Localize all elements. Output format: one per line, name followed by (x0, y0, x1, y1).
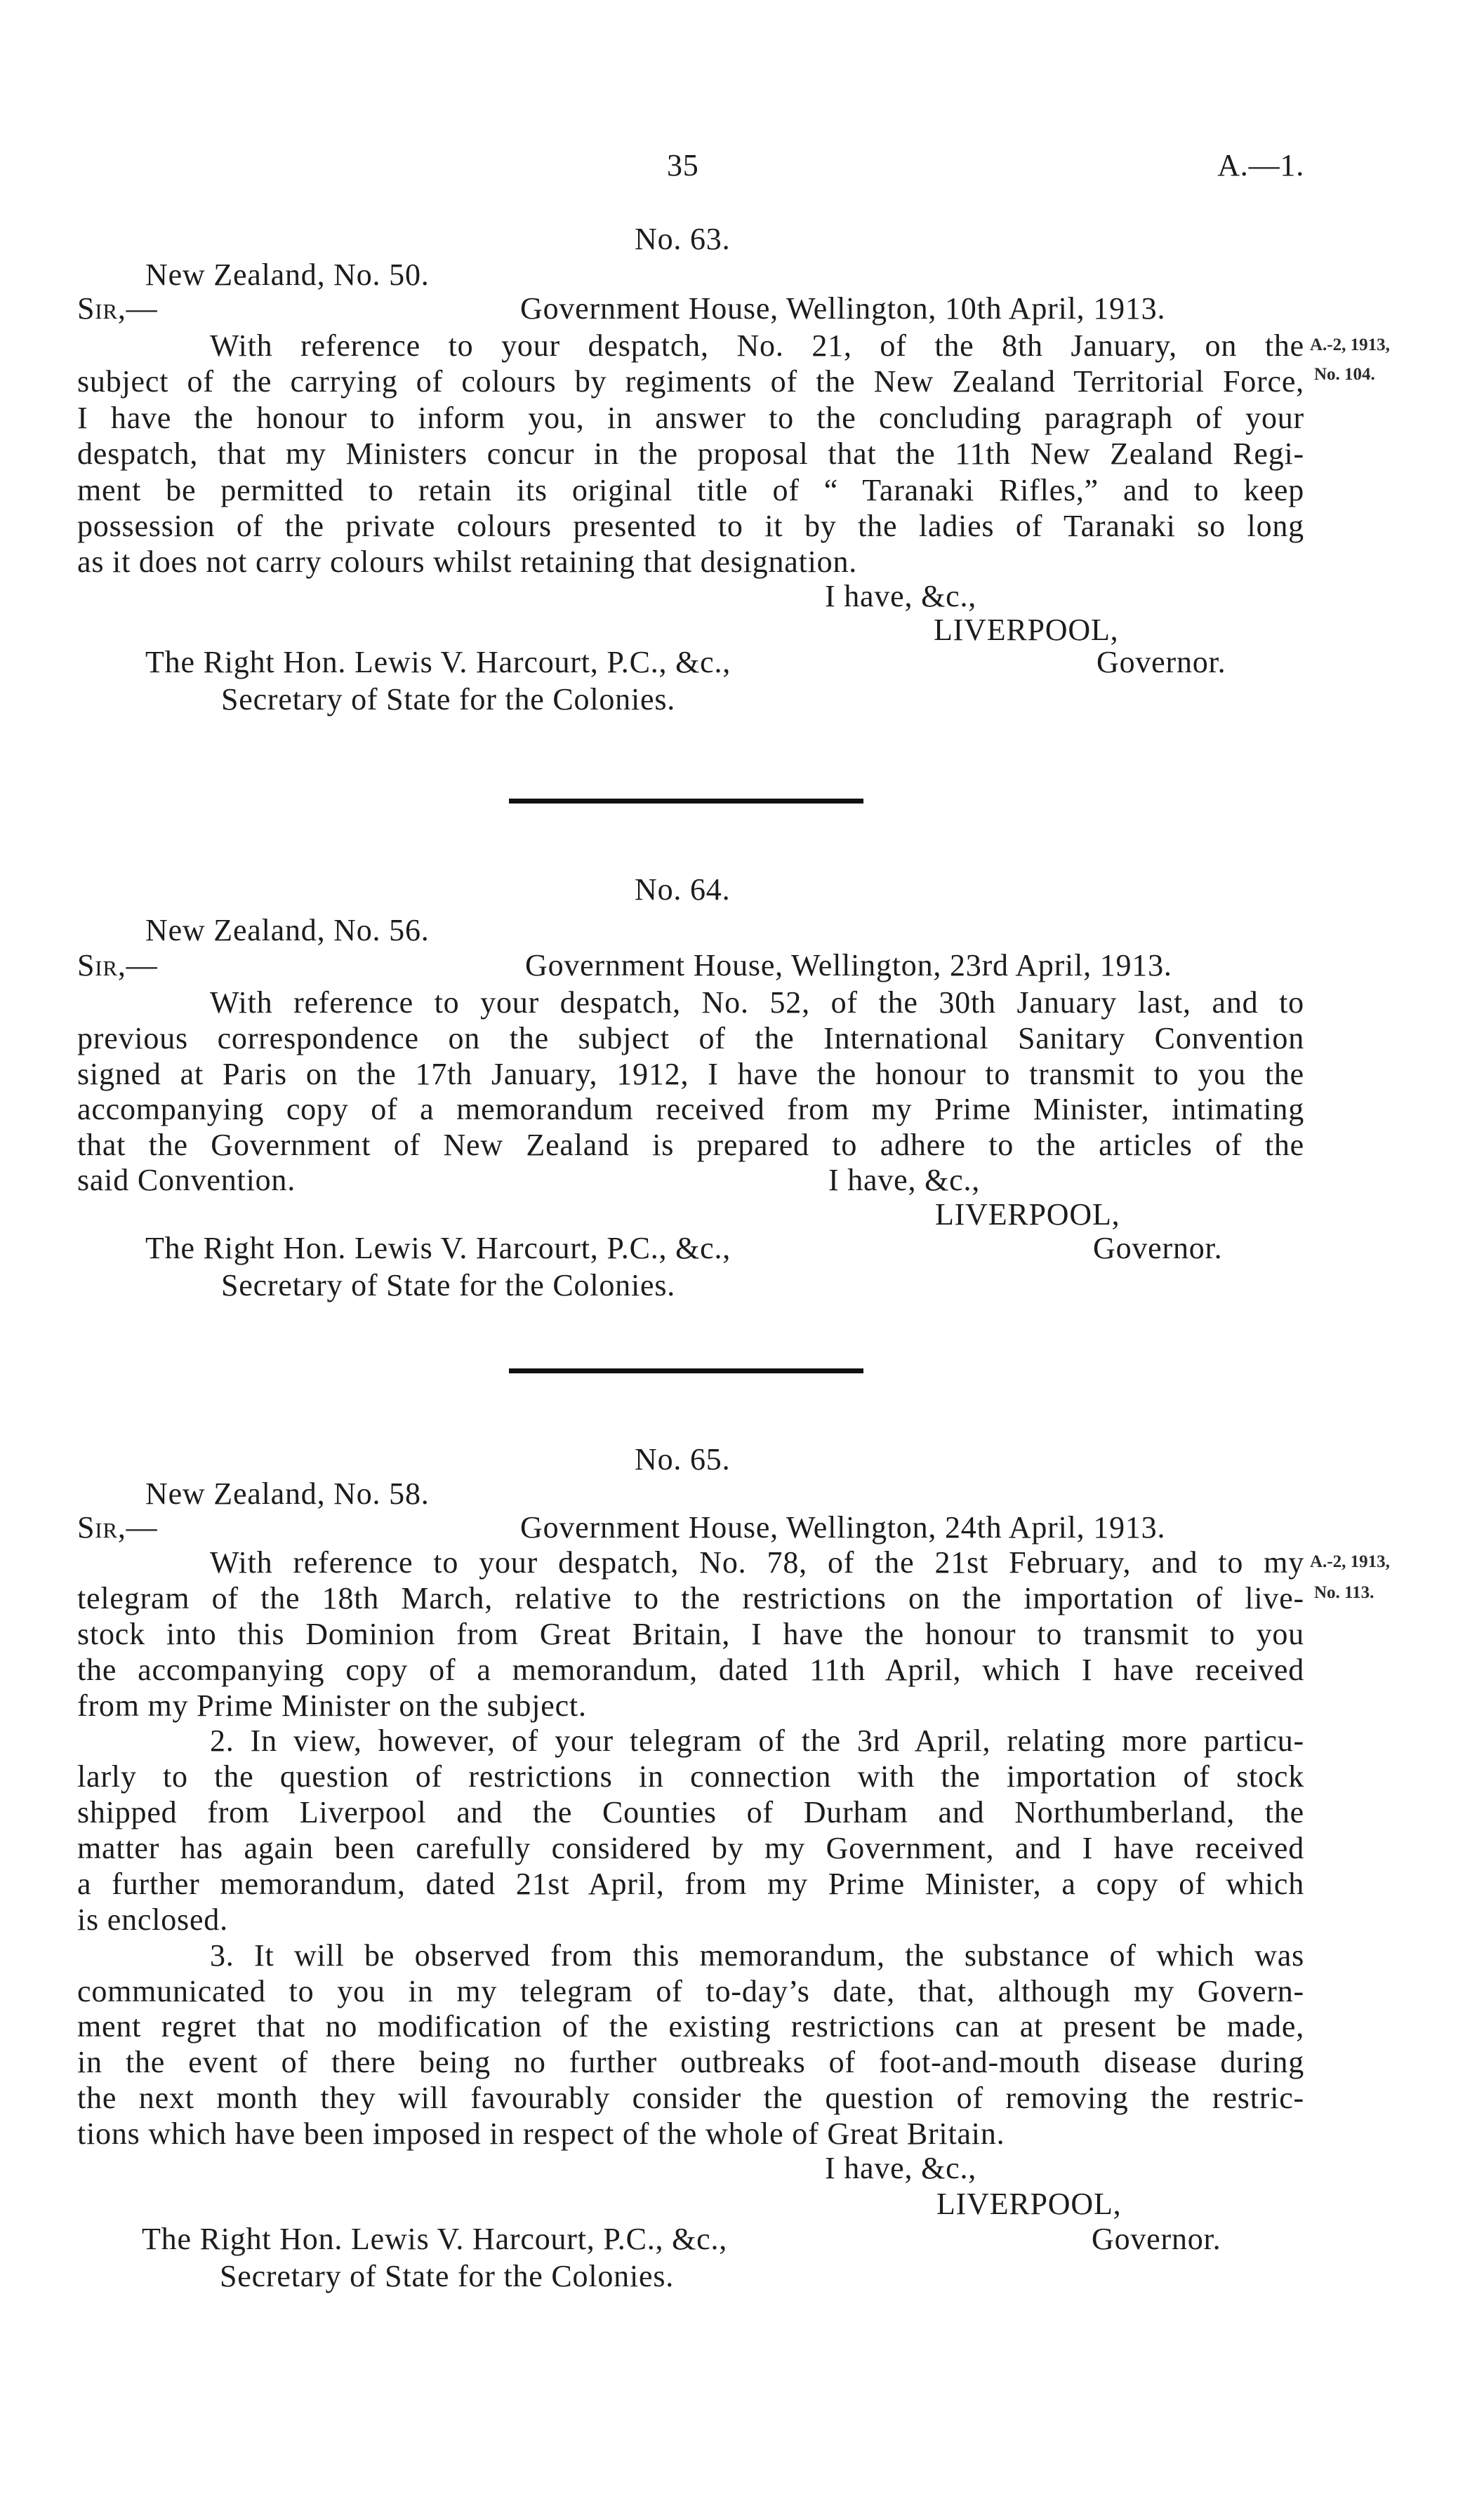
paragraph-line: matter has again been carefully considered by my Government, and I have received (77, 1831, 1304, 1865)
paragraph-line: possession of the private colours presented to it by the ladies of Taranaki so long (77, 509, 1304, 543)
paragraph-line: shipped from Liverpool and the Counties of Durham and Northumberland, the (77, 1795, 1304, 1829)
paragraph-line: from my Prime Minister on the subject. (77, 1688, 587, 1723)
recipient: The Right Hon. Lewis V. Harcourt, P.C., &c., (145, 1231, 731, 1265)
paragraph-line: larly to the question of restrictions in connection with the importation of stock (77, 1759, 1304, 1794)
closing: I have, &c., (825, 2151, 977, 2185)
closing: I have, &c., (825, 579, 977, 613)
salutation: Sir,— (77, 948, 158, 982)
paragraph-line: a further memorandum, dated 21st April, from my Prime Minister, a copy of which (77, 1867, 1304, 1901)
paragraph-line: subject of the carrying of colours by regiments of the New Zealand Territorial Force, (77, 364, 1304, 399)
section-divider (509, 1368, 863, 1373)
paragraph-line: said Convention. (77, 1163, 296, 1197)
signatory-title: Governor. (1097, 645, 1226, 679)
sender-address-date: Government House, Wellington, 24th April, 1913. (520, 1510, 1166, 1545)
paragraph-line: With reference to your despatch, No. 52, of the 30th January last, and to (210, 985, 1304, 1020)
recipient: The Right Hon. Lewis V. Harcourt, P.C., &c., (142, 2222, 728, 2256)
sender-address-date: Government House, Wellington, 23rd April, 1913. (525, 948, 1172, 982)
paragraph-line: is enclosed. (77, 1902, 228, 1937)
paragraph-line: telegram of the 18th March, relative to the restrictions on the importation of live- (77, 1581, 1304, 1615)
paragraph-line: the next month they will favourably consider the question of removing the restric- (77, 2081, 1304, 2115)
despatch-origin: New Zealand, No. 50. (145, 258, 430, 292)
signatory: LIVERPOOL, (935, 1197, 1120, 1232)
letter-number: No. 64. (635, 872, 731, 907)
margin-reference: A.-2, 1913, (1310, 335, 1390, 354)
signatory: LIVERPOOL, (936, 2187, 1122, 2221)
recipient-office: Secretary of State for the Colonies. (220, 2259, 675, 2293)
despatch-origin: New Zealand, No. 58. (145, 1476, 430, 1511)
section-divider (509, 799, 863, 804)
salutation: Sir,— (77, 1510, 158, 1545)
paragraph-line: despatch, that my Ministers concur in the proposal that the 11th New Zealand Regi- (77, 436, 1304, 471)
paragraph-line: as it does not carry colours whilst retaining that designation. (77, 545, 858, 579)
closing: I have, &c., (828, 1163, 981, 1197)
signatory: LIVERPOOL, (934, 613, 1119, 647)
paragraph-line: tions which have been imposed in respect of the whole of Great Britain. (77, 2116, 1005, 2151)
letter-number: No. 65. (635, 1442, 731, 1476)
margin-reference-number: No. 104. (1314, 365, 1375, 384)
paragraph-line: stock into this Dominion from Great Britain, I have the honour to transmit to you (77, 1617, 1304, 1651)
paragraph-line: in the event of there being no further outbreaks of foot-and-mouth disease during (77, 2045, 1304, 2079)
paragraph-line: signed at Paris on the 17th January, 1912, I have the honour to transmit to you the (77, 1057, 1304, 1091)
recipient: The Right Hon. Lewis V. Harcourt, P.C., &c., (145, 645, 731, 679)
margin-reference: A.-2, 1913, (1310, 1552, 1390, 1571)
paragraph-line: With reference to your despatch, No. 21, of the 8th January, on the (210, 328, 1304, 363)
signatory-title: Governor. (1093, 1231, 1223, 1265)
despatch-origin: New Zealand, No. 56. (145, 913, 430, 947)
sender-address-date: Government House, Wellington, 10th April, 1913. (520, 291, 1166, 326)
salutation: Sir,— (77, 291, 158, 326)
paragraph-line: ment regret that no modification of the existing restrictions can at present be made, (77, 2009, 1304, 2044)
paragraph-line: the accompanying copy of a memorandum, dated 11th April, which I have received (77, 1653, 1304, 1687)
recipient-office: Secretary of State for the Colonies. (221, 1268, 676, 1302)
paragraph-line: 2. In view, however, of your telegram of the 3rd April, relating more particu- (210, 1724, 1304, 1758)
paragraph-line: accompanying copy of a memorandum received from my Prime Minister, intimating (77, 1092, 1304, 1126)
signatory-title: Governor. (1092, 2222, 1221, 2256)
page-number: 35 (667, 148, 699, 182)
paragraph-line: ment be permitted to retain its original title of “ Taranaki Rifles,” and to keep (77, 473, 1304, 507)
paragraph-line: previous correspondence on the subject of the International Sanitary Convention (77, 1021, 1304, 1055)
paragraph-line: communicated to you in my telegram of to-day’s date, that, although my Govern- (77, 1974, 1304, 2008)
document-reference: A.—1. (1217, 148, 1304, 182)
margin-reference-number: No. 113. (1314, 1583, 1374, 1602)
paragraph-line: 3. It will be observed from this memorandum, the substance of which was (210, 1938, 1304, 1973)
letter-number: No. 63. (635, 222, 731, 256)
recipient-office: Secretary of State for the Colonies. (221, 682, 676, 716)
paragraph-line: that the Government of New Zealand is prepared to adhere to the articles of the (77, 1128, 1304, 1162)
paragraph-line: I have the honour to inform you, in answer to the concluding paragraph of your (77, 401, 1304, 435)
paragraph-line: With reference to your despatch, No. 78, of the 21st February, and to my (210, 1545, 1304, 1580)
